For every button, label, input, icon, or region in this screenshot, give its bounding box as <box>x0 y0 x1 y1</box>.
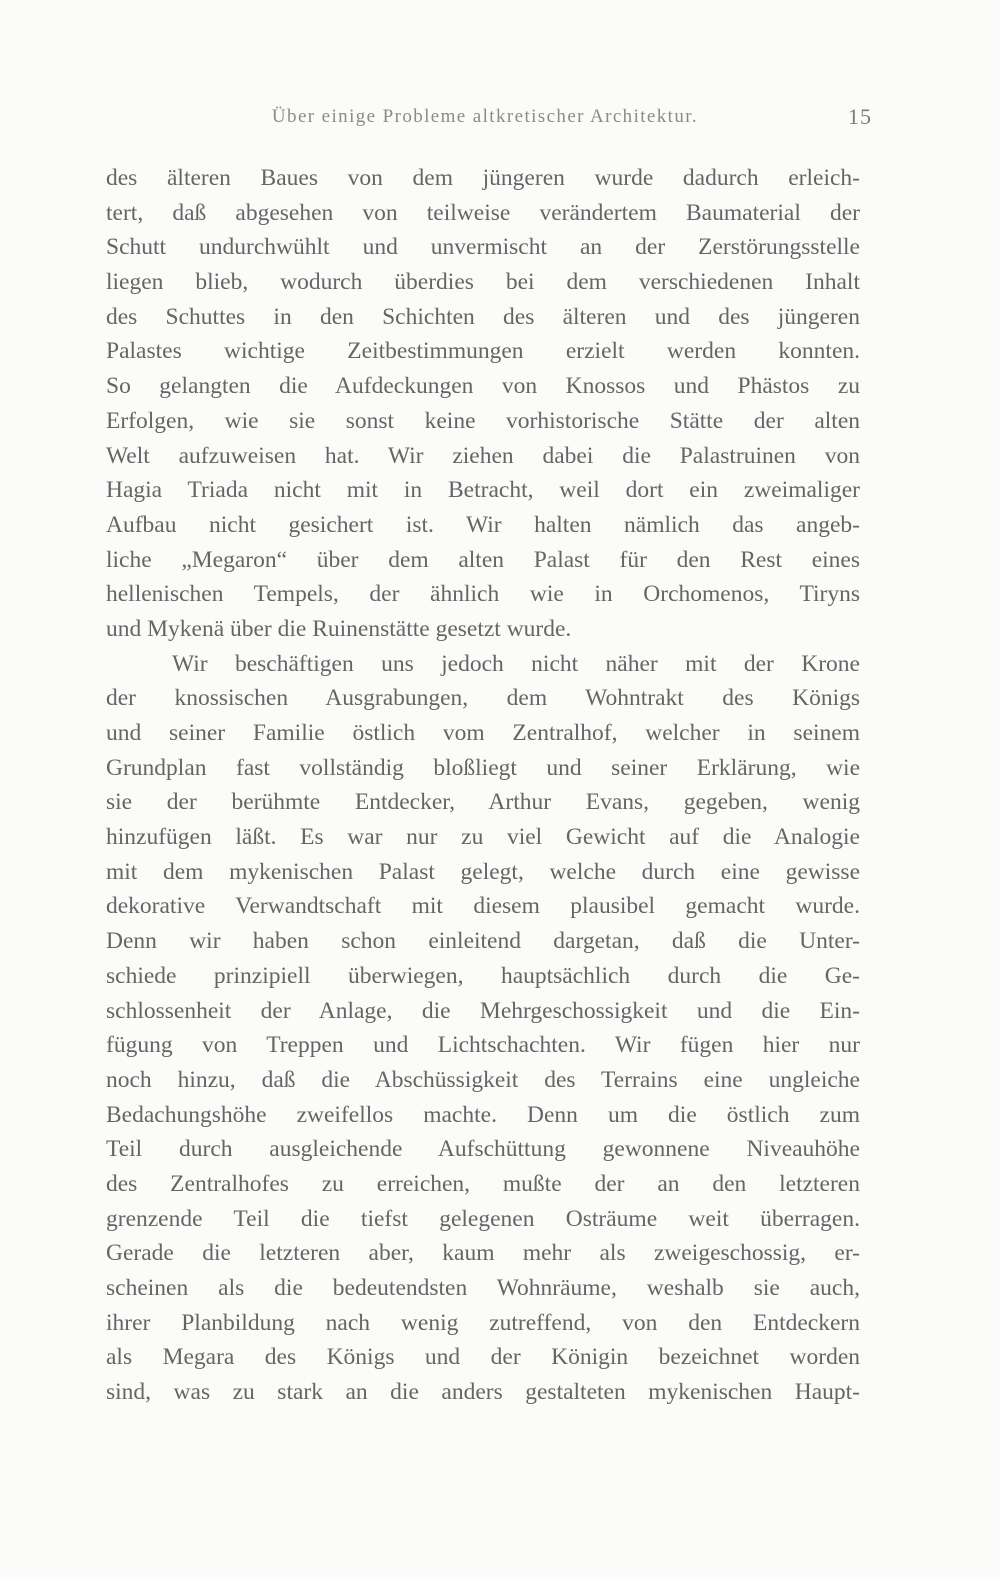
text-line: Hagia Triada nicht mit in Betracht, weil dort ein zweimaliger <box>106 477 860 504</box>
text-line: So gelangten die Aufdeckungen von Knossos und Phästos zu <box>106 373 860 400</box>
text-line: ihrer Planbildung nach wenig zutreffend, von den Entdeckern <box>106 1309 860 1336</box>
text-line: schiede prinzipiell überwiegen, hauptsächlich durch die Ge- <box>106 962 860 989</box>
page-number: 15 <box>848 104 872 129</box>
text-line: des Zentralhofes zu erreichen, mußte der an den letzteren <box>106 1170 860 1197</box>
text-line: Gerade die letzteren aber, kaum mehr als zweigeschossig, er- <box>106 1240 860 1267</box>
text-line: des älteren Baues von dem jüngeren wurde dadurch erleich- <box>106 165 860 191</box>
text-line: Schutt undurchwühlt und unvermischt an der Zerstörungsstelle <box>106 234 860 261</box>
text-line: schlossenheit der Anlage, die Mehrgeschossigkeit und die Ein- <box>106 997 860 1024</box>
text-line: noch hinzu, daß die Abschüssigkeit des Terrains eine ungleiche <box>106 1066 860 1093</box>
text-line: dekorative Verwandtschaft mit diesem plausibel gemacht wurde. <box>106 893 860 920</box>
text-line: scheinen als die bedeutendsten Wohnräume, weshalb sie auch, <box>106 1275 860 1301</box>
text-line: Welt aufzuweisen hat. Wir ziehen dabei die Palastruinen von <box>106 442 860 469</box>
body-text <box>106 161 860 1410</box>
text-line: Bedachungshöhe zweifellos machte. Denn um die östlich zum <box>106 1101 860 1128</box>
text-line: der knossischen Ausgrabungen, dem Wohntrakt des Königs <box>106 685 860 712</box>
text-line: tert, daß abgesehen von teilweise verändertem Baumaterial der <box>106 199 860 226</box>
text-line: hellenischen Tempels, der ähnlich wie in Orchomenos, Tiryns <box>106 581 860 608</box>
text-line: sie der berühmte Entdecker, Arthur Evans, gegeben, wenig <box>106 789 860 816</box>
paragraph-start-line: Wir beschäftigen uns jedoch nicht näher mit der Krone <box>172 650 860 677</box>
text-line: grenzende Teil die tiefst gelegenen Osträume weit überragen. <box>106 1205 860 1232</box>
text-line: sind, was zu stark an die anders gestalteten mykenischen Haupt- <box>106 1379 860 1406</box>
text-line: liegen blieb, wodurch überdies bei dem verschiedenen Inhalt <box>106 269 860 296</box>
text-line: mit dem mykenischen Palast gelegt, welche durch eine gewisse <box>106 858 860 885</box>
text-line: Denn wir haben schon einleitend dargetan, daß die Unter- <box>106 928 860 955</box>
text-line: Palastes wichtige Zeitbestimmungen erzielt werden konnten. <box>106 338 860 365</box>
text-line: liche „Megaron“ über dem alten Palast für den Rest eines <box>106 546 860 573</box>
text-line: Grundplan fast vollständig bloßliegt und seiner Erklärung, wie <box>106 754 860 781</box>
text-line: Aufbau nicht gesichert ist. Wir halten nämlich das angeb- <box>106 511 860 538</box>
text-line: Teil durch ausgleichende Aufschüttung gewonnene Niveauhöhe <box>106 1136 860 1163</box>
text-line: fügung von Treppen und Lichtschachten. Wir fügen hier nur <box>106 1032 860 1059</box>
paragraph-end-line: und Mykenä über die Ruinenstätte gesetzt wurde. <box>106 615 572 642</box>
running-header <box>106 104 872 134</box>
text-line: hinzufügen läßt. Es war nur zu viel Gewicht auf die Analogie <box>106 824 860 851</box>
running-header-title: Über einige Probleme altkretischer Architektur. <box>271 106 699 127</box>
text-line: und seiner Familie östlich vom Zentralhof, welcher in seinem <box>106 720 860 746</box>
text-line: als Megara des Königs und der Königin bezeichnet worden <box>106 1344 860 1371</box>
text-line: Erfolgen, wie sie sonst keine vorhistorische Stätte der alten <box>106 407 860 434</box>
text-line: des Schuttes in den Schichten des älteren und des jüngeren <box>106 303 860 330</box>
